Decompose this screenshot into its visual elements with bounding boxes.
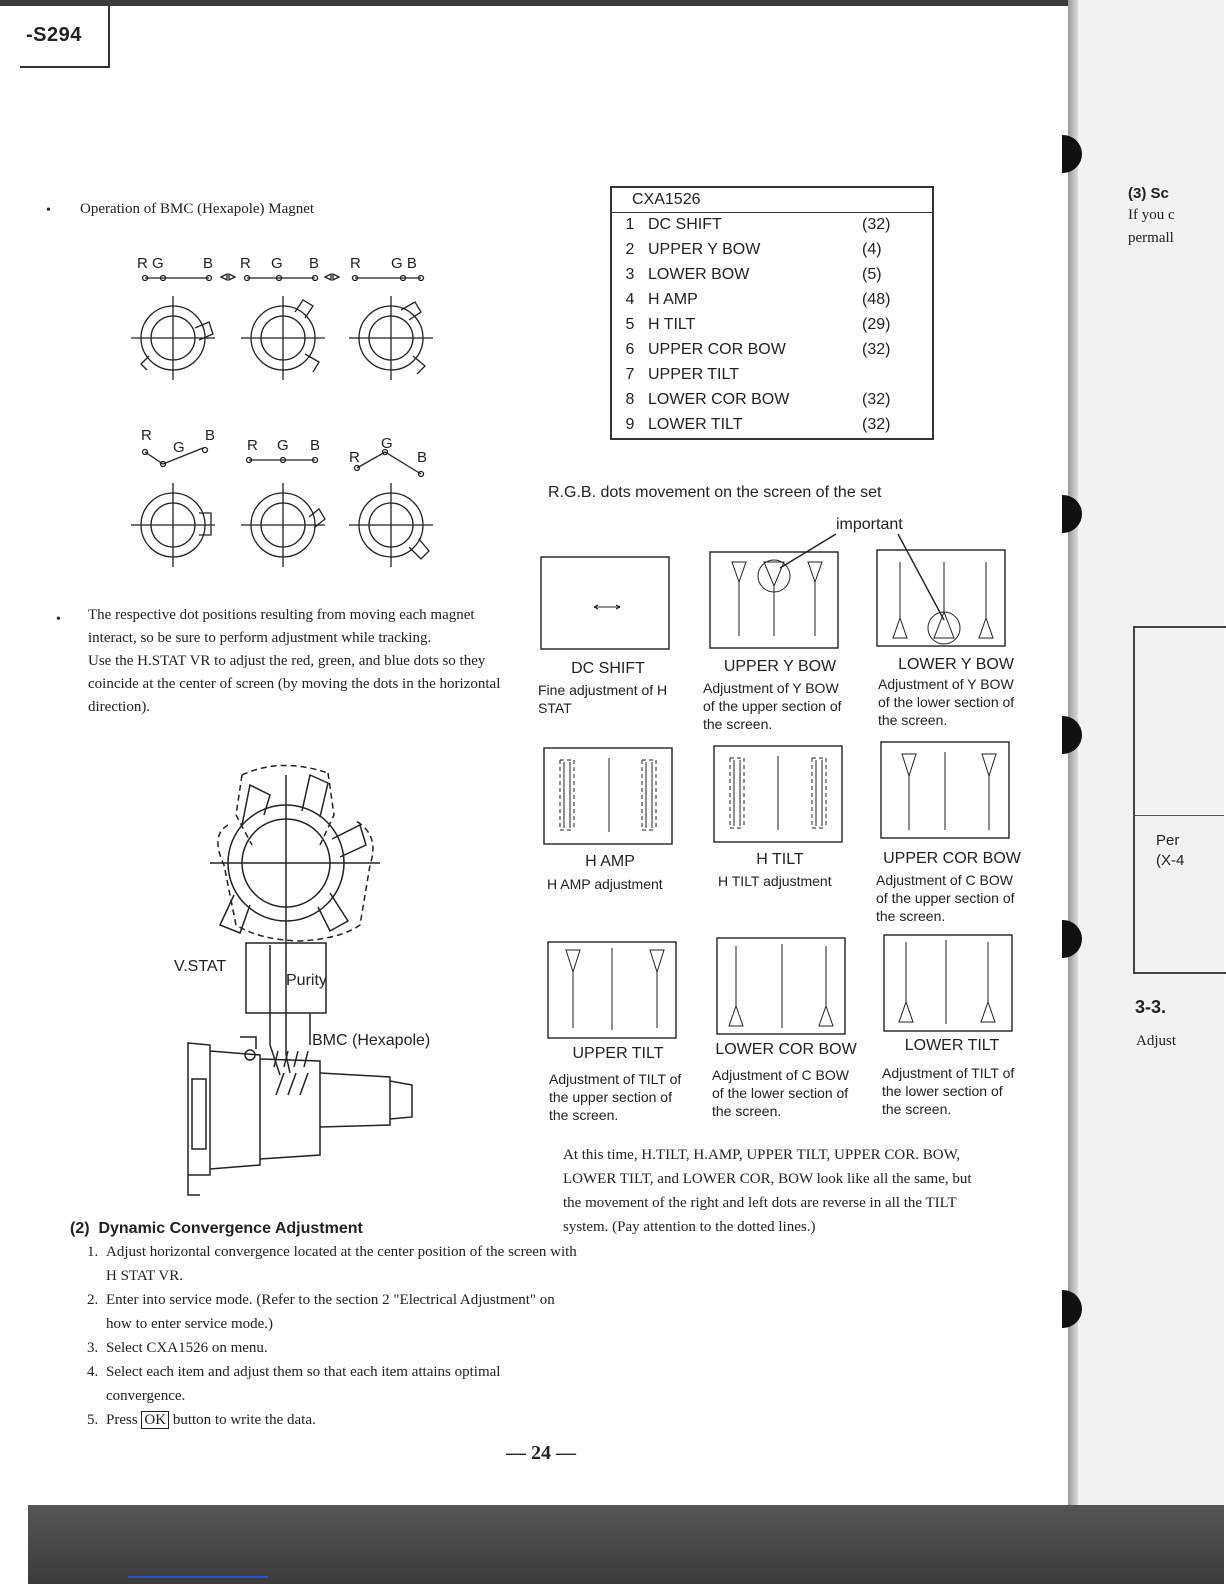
- row-value: (4): [862, 241, 882, 258]
- right-page-heading: (3) Sc: [1128, 185, 1169, 202]
- step-item: 4. Select each item and adjust them so that each item attains optimal convergence.: [102, 1360, 577, 1408]
- svg-text:B: B: [310, 437, 321, 454]
- right-page-table-rule: [1133, 815, 1224, 816]
- section-heading: [70, 1220, 363, 1238]
- row-name: LOWER BOW: [648, 266, 750, 283]
- right-page-line: Adjust: [1136, 1033, 1177, 1049]
- table-row: [611, 238, 933, 263]
- svg-text:R: R: [349, 449, 360, 466]
- row-number: 9: [625, 416, 635, 433]
- row-number: 5: [625, 316, 635, 333]
- row-value: (5): [862, 266, 882, 283]
- right-page-cell: Per: [1156, 832, 1180, 849]
- row-number: 8: [625, 391, 635, 408]
- right-page-table: [1133, 626, 1226, 974]
- row-name: H TILT: [648, 316, 696, 333]
- panel-lower-y-bow: [876, 656, 1036, 674]
- bullet: •: [46, 203, 51, 218]
- note-line: LOWER TILT, and LOWER COR, BOW look like all the same, but: [563, 1171, 972, 1187]
- desc-line: Adjustment of Y BOW: [878, 676, 1014, 692]
- desc-line: Adjustment of TILT of: [549, 1071, 682, 1087]
- row-number: 7: [625, 366, 635, 383]
- page-number: — 24 —: [506, 1442, 576, 1464]
- row-number: 2: [625, 241, 635, 258]
- table-row: [611, 413, 933, 439]
- svg-text:G B: G B: [391, 255, 417, 272]
- row-value: (32): [862, 216, 891, 233]
- table-row: [611, 288, 933, 313]
- desc-line: the screen.: [876, 908, 946, 924]
- panel-upper-cor-bow: [872, 850, 1032, 868]
- cxa1526-table: [610, 186, 934, 440]
- panel-dc-shift: [538, 660, 678, 678]
- svg-text:B: B: [205, 427, 216, 444]
- desc-line: of the upper section of: [876, 890, 1015, 906]
- svg-text:G: G: [173, 439, 185, 456]
- svg-text:G: G: [381, 435, 393, 452]
- desc-line: of the upper section of: [703, 698, 842, 714]
- panel-h-tilt: [710, 851, 850, 869]
- note-line: the movement of the right and left dots are reverse in all the TILT: [563, 1195, 957, 1211]
- step-item: 1. Adjust horizontal convergence located at the center position of the screen with H STAT VR.: [102, 1240, 577, 1288]
- desc-line: the screen.: [549, 1107, 619, 1123]
- rgb-heading: R.G.B. dots movement on the screen of the set: [548, 484, 882, 501]
- paragraph-line: The respective dot positions resulting from moving each magnet: [88, 607, 475, 623]
- svg-text:G: G: [277, 437, 289, 454]
- desc-line: Fine adjustment of H: [538, 682, 668, 698]
- row-value: (32): [862, 416, 891, 433]
- panel-h-amp: [540, 853, 680, 871]
- important-label: important: [836, 516, 903, 533]
- panel-desc: [549, 1070, 709, 1124]
- model-label: -S294: [26, 24, 82, 46]
- svg-text:B: B: [309, 255, 320, 272]
- row-value: (48): [862, 291, 891, 308]
- right-page-cell: (X-4: [1156, 852, 1185, 869]
- panel-title: LOWER TILT: [904, 1037, 1000, 1054]
- purity-label: Purity: [286, 972, 327, 989]
- table-row: [611, 313, 933, 338]
- desc-line: the lower section of: [882, 1083, 1003, 1099]
- table-row: [611, 263, 933, 288]
- section-number: (2): [70, 1220, 90, 1237]
- row-value: (32): [862, 391, 891, 408]
- vstat-label: V.STAT: [174, 958, 227, 975]
- panel-lower-tilt: [872, 1037, 1032, 1055]
- crt-neck-assembly-diagram: [174, 755, 440, 1200]
- table-title: CXA1526: [611, 187, 933, 213]
- panel-title: UPPER TILT: [572, 1045, 664, 1062]
- desc-line: of the lower section of: [712, 1085, 849, 1101]
- svg-text:R: R: [141, 427, 152, 444]
- panel-upper-tilt: [548, 1045, 688, 1063]
- panel-desc: [703, 679, 863, 733]
- svg-text:R: R: [240, 255, 251, 272]
- desc-line: Adjustment of C BOW: [712, 1067, 849, 1083]
- panel-title: DC SHIFT: [571, 660, 645, 677]
- right-page-section: 3-3.: [1135, 997, 1167, 1017]
- row-name: UPPER COR BOW: [648, 341, 786, 358]
- panel-desc: [876, 871, 1036, 925]
- bmc-title: Operation of BMC (Hexapole) Magnet: [80, 201, 315, 217]
- row-value: (29): [862, 316, 891, 333]
- bmc-hexapole-label: BMC (Hexapole): [312, 1032, 431, 1049]
- row-name: LOWER TILT: [648, 416, 743, 433]
- panel-title: H AMP: [585, 853, 635, 870]
- dynamic-convergence-steps: [70, 1240, 577, 1432]
- step-item: [102, 1408, 577, 1432]
- top-rule: [0, 0, 1075, 6]
- svg-text:R: R: [350, 255, 361, 272]
- desc-line: H AMP adjustment: [547, 876, 663, 892]
- desc-line: Adjustment of C BOW: [876, 872, 1013, 888]
- row-name: UPPER Y BOW: [648, 241, 761, 258]
- row-value: [862, 363, 933, 388]
- row-number: 1: [625, 216, 635, 233]
- panel-upper-y-bow: [700, 658, 860, 676]
- rgb-dot-movement-panels: [536, 540, 1026, 1060]
- desc-line: the screen.: [712, 1103, 782, 1119]
- table-row: [611, 363, 933, 388]
- panel-title: LOWER COR BOW: [715, 1041, 857, 1058]
- row-name: UPPER TILT: [648, 366, 739, 383]
- step5-text: Press: [106, 1412, 138, 1428]
- step-item: 3. Select CXA1526 on menu.: [102, 1336, 577, 1360]
- svg-text:B: B: [203, 255, 214, 272]
- desc-line: Adjustment of TILT of: [882, 1065, 1015, 1081]
- desc-line: H TILT adjustment: [718, 873, 832, 889]
- panel-desc: [547, 875, 697, 893]
- row-number: 6: [625, 341, 635, 358]
- table-row: [611, 388, 933, 413]
- row-number: 4: [625, 291, 635, 308]
- row-number: 3: [625, 266, 635, 283]
- right-page-line: permall: [1128, 230, 1174, 246]
- desc-line: the upper section of: [549, 1089, 672, 1105]
- step-item: 2. Enter into service mode. (Refer to the section 2 "Electrical Adjustment" on how to enter service mode.): [102, 1288, 577, 1336]
- section-title: Dynamic Convergence Adjustment: [98, 1220, 363, 1237]
- panel-title: LOWER Y BOW: [898, 656, 1014, 673]
- desc-line: the screen.: [703, 716, 773, 732]
- row-value: (32): [862, 341, 891, 358]
- panel-desc: [538, 681, 688, 717]
- row-name: LOWER COR BOW: [648, 391, 790, 408]
- paragraph-line: coincide at the center of screen (by moving the dots in the horizontal: [88, 676, 501, 692]
- bmc-magnet-diagram: [125, 240, 455, 580]
- paragraph-line: Use the H.STAT VR to adjust the red, green, and blue dots so they: [88, 653, 486, 669]
- row-name: DC SHIFT: [648, 216, 722, 233]
- svg-text:G: G: [271, 255, 283, 272]
- desc-line: of the lower section of: [878, 694, 1015, 710]
- svg-text:R: R: [247, 437, 258, 454]
- desc-line: STAT: [538, 700, 572, 716]
- panel-title: UPPER COR BOW: [883, 850, 1021, 867]
- page-fold-shadow: [1068, 0, 1078, 1584]
- bullet: •: [56, 612, 61, 627]
- desc-line: the screen.: [878, 712, 948, 728]
- bottom-link-underline: [128, 1576, 268, 1578]
- row-name: H AMP: [648, 291, 698, 308]
- panel-desc: [878, 675, 1038, 729]
- desc-line: the screen.: [882, 1101, 952, 1117]
- magnet-label: R G: [137, 255, 164, 272]
- panel-desc: [718, 872, 868, 890]
- panel-lower-cor-bow: [704, 1041, 868, 1059]
- note-line: At this time, H.TILT, H.AMP, UPPER TILT, UPPER COR. BOW,: [563, 1147, 961, 1163]
- note-line: system. (Pay attention to the dotted lines.): [563, 1219, 816, 1235]
- tilt-note-paragraph: [563, 1143, 1063, 1239]
- ok-key: OK: [141, 1411, 169, 1429]
- scan-bottom-edge: [28, 1505, 1224, 1584]
- step5-text: button to write the data.: [172, 1412, 316, 1428]
- dot-positions-paragraph: [88, 604, 533, 719]
- panel-desc: [882, 1064, 1042, 1118]
- panel-title: H TILT: [756, 851, 804, 868]
- svg-text:B: B: [417, 449, 428, 466]
- panel-title: UPPER Y BOW: [723, 658, 837, 675]
- table-row: [611, 213, 933, 239]
- right-page-line: If you c: [1128, 207, 1175, 223]
- paragraph-line: direction).: [88, 699, 151, 715]
- table-row: [611, 338, 933, 363]
- paragraph-line: interact, so be sure to perform adjustment while tracking.: [88, 630, 432, 646]
- desc-line: Adjustment of Y BOW: [703, 680, 839, 696]
- panel-desc: [712, 1066, 872, 1120]
